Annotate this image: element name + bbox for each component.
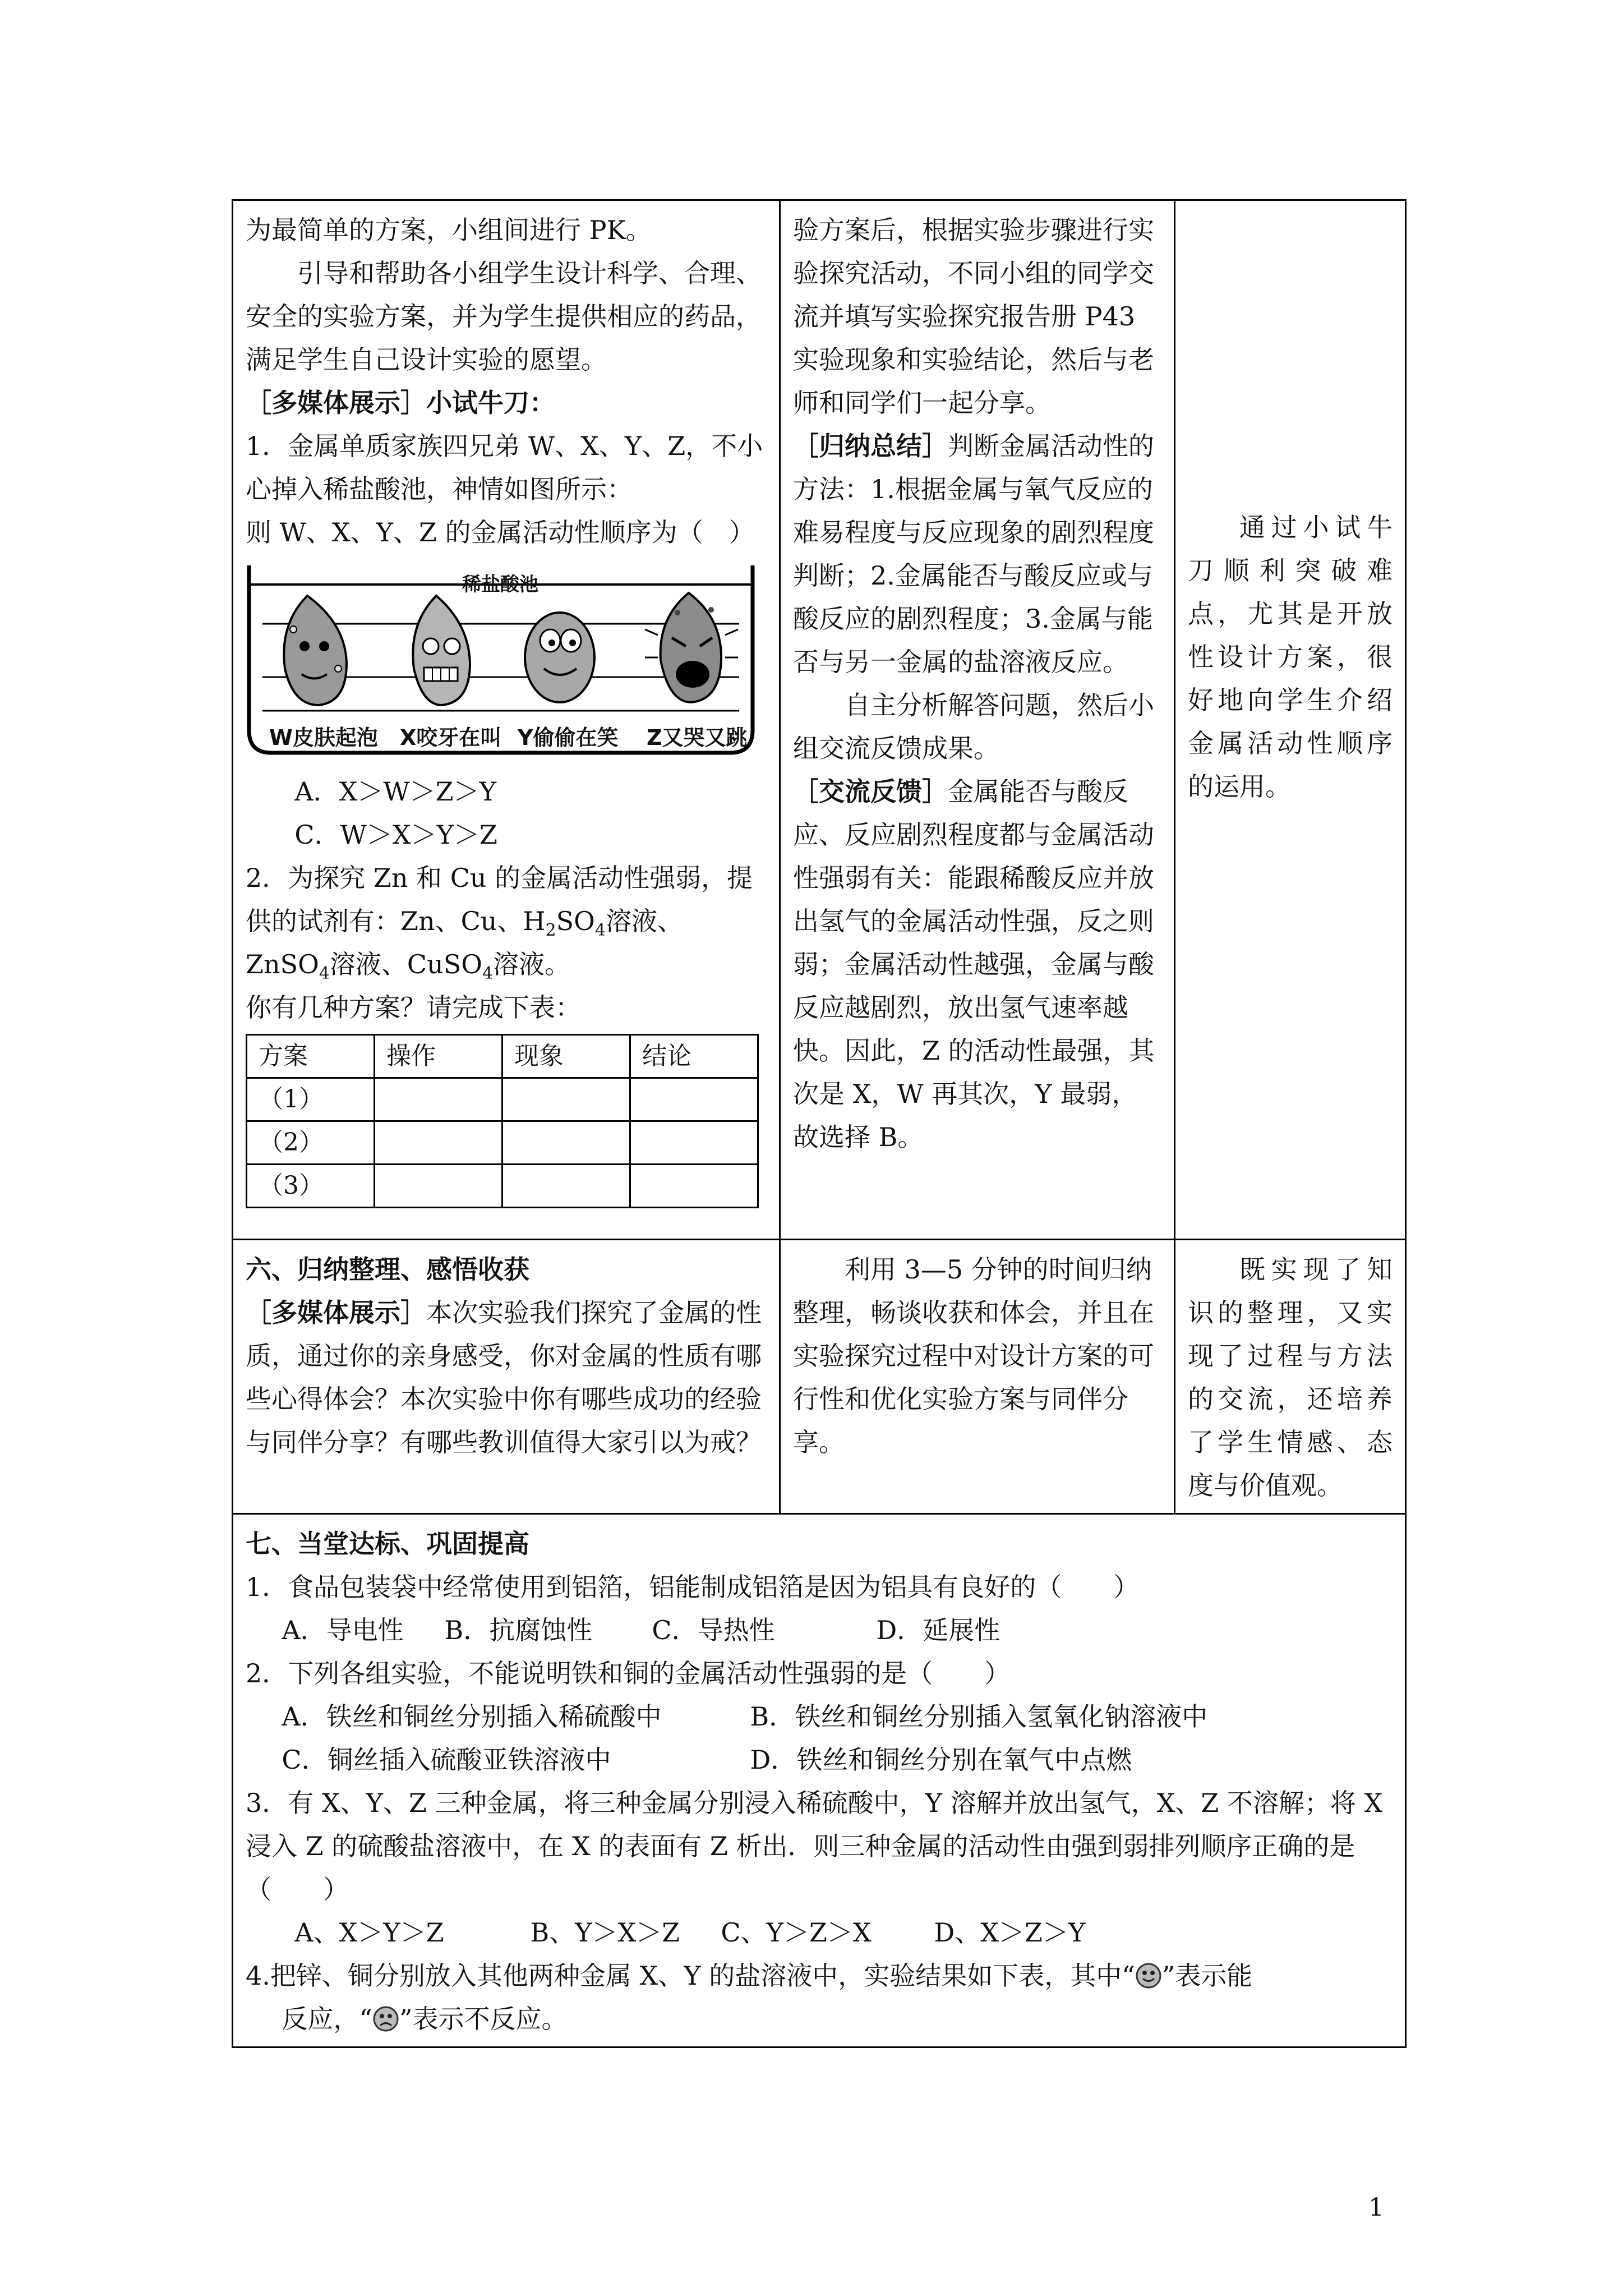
paragraph: 自主分析解答问题，然后小组交流反馈成果。 (793, 690, 1154, 763)
table-row (247, 1121, 758, 1165)
feedback-paragraph: ［交流反馈］金属能否与酸反应、反应剧烈程度都与金属活动性强弱有关：能跟稀酸反应并放出氢气的金属活动性强，反之则弱；金属活动性越强，金属与酸反应越剧烈，放出氢气速率越快。因此，Z 的活动性最强，其次是 X，W 再其次，Y 最弱，故选择 B。 (793, 776, 1155, 1152)
student-activity-cell (780, 200, 1175, 1240)
section-heading: 七、当堂达标、巩固提高 (246, 1529, 529, 1559)
paragraph: 利用 3—5 分钟的时间归纳整理，畅谈收获和体会，并且在实验探究过程中对设计方案的可行性和优化实验方案与同伴分享。 (793, 1254, 1154, 1457)
header-cell: 结论 (630, 1035, 758, 1078)
smile-face-icon (1135, 1962, 1162, 1989)
exercise-q4-cont: 反应，“ ”表示不反应。 (282, 2004, 568, 2034)
header-cell: 方案 (247, 1035, 375, 1078)
design-intent-text: 通过小试牛刀顺利突破难点，尤其是开放性设计方案，很好地向学生介绍金属活动性顺序的运用。 (1188, 512, 1393, 802)
student-activity-cell (780, 1240, 1175, 1514)
blank-cell[interactable] (375, 1078, 502, 1121)
design-intent-text: 既实现了知识的整理，又实现了过程与方法的交流，还培养了学生情感、态度与价值观。 (1188, 1254, 1393, 1501)
lesson-plan-table (232, 199, 1407, 2048)
teacher-activity-cell (233, 1240, 780, 1514)
media-label: ［多媒体展示］小试牛刀： (246, 388, 555, 418)
design-intent-cell (1175, 1240, 1406, 1514)
blank-cell[interactable] (630, 1165, 758, 1208)
scheme-table-header (247, 1035, 758, 1078)
table-row (247, 1078, 758, 1121)
lesson-row-summary (233, 1240, 1406, 1514)
exercise-q2: 2．下列各组实验，不能说明铁和铜的金属活动性强弱的是（ ） (246, 1658, 1011, 1688)
paragraph: 引导和帮助各小组学生设计科学、合理、安全的实验方案，并为学生提供相应的药品，满足学生自己设计实验的愿望。 (246, 258, 762, 375)
paragraph: 验方案后，根据实验步骤进行实验探究活动，不同小组的同学交流并填写实验探究报告册 P43 实验现象和实验结论，然后与老师和同学们一起分享。 (793, 215, 1154, 418)
page-number: 1 (1368, 2193, 1384, 2222)
blank-cell[interactable] (630, 1121, 758, 1165)
blank-cell[interactable] (502, 1078, 630, 1121)
row-label: （1） (247, 1078, 375, 1121)
exercise-q2-options: C．铜丝插入硫酸亚铁溶液中 D．铁丝和铜丝分别在氧气中点燃 (282, 1745, 1132, 1775)
question-1-ask: 则 W、X、Y、Z 的金属活动性顺序为（ ） (246, 517, 755, 547)
blank-cell[interactable] (502, 1121, 630, 1165)
media-label: ［多媒体展示］ (246, 1297, 426, 1328)
question-2: 2．为探究 Zn 和 Cu 的金属活动性强弱，提供的试剂有：Zn、Cu、$H_2SO_4$溶液、ZnSO$_4$溶液、CuSO$_4$溶液。 (246, 863, 753, 984)
pool-title: 稀盐酸池 (462, 573, 538, 596)
metal-y-character (525, 613, 594, 702)
metal-x-character (413, 596, 470, 705)
metal-z-character (645, 593, 738, 702)
option-c: C．W＞X＞Y＞Z (294, 820, 497, 850)
exercise-q3: 3．有 X、Y、Z 三种金属，将三种金属分别浸入稀硫酸中，Y 溶解并放出氢气，X、Z 不溶解；将 X 浸入 Z 的硫酸盐溶液中，在 X 的表面有 Z 析出．则三种金属的活动性由强到弱排列顺序正确的是（ ） (246, 1788, 1383, 1904)
metal-w-character (284, 596, 347, 705)
section-heading: 六、归纳整理、感悟收获 (246, 1254, 529, 1285)
label-w: W皮肤起泡 (269, 725, 378, 750)
question-2-prompt: 你有几种方案？请完成下表： (246, 992, 581, 1023)
exercise-q1: 1．食品包装袋中经常使用到铝箔，铝能制成铝箔是因为铝具有良好的（ ） (246, 1572, 1140, 1602)
blank-cell[interactable] (502, 1165, 630, 1208)
option-a: A．X＞W＞Z＞Y (294, 776, 496, 807)
exercise-q4: 4.把锌、铜分别放入其他两种金属 X、Y 的盐溶液中，实验结果如下表，其中“ ”表示能 (246, 1961, 1253, 1991)
row-label: （2） (247, 1121, 375, 1165)
teacher-activity-cell (233, 200, 780, 1240)
paragraph: ［多媒体展示］本次实验我们探究了金属的性质，通过你的亲身感受，你对金属的性质有哪些心得体会？本次实验中你有哪些成功的经验与同伴分享？有哪些教训值得大家引以为戒？ (246, 1297, 762, 1457)
header-cell: 现象 (502, 1035, 630, 1078)
blank-cell[interactable] (375, 1121, 502, 1165)
exercise-q1-options: A．导电性 B．抗腐蚀性 C．导热性 D．延展性 (282, 1615, 1000, 1645)
summary-paragraph: ［归纳总结］判断金属活动性的方法：1.根据金属与氧气反应的难易程度与反应现象的剧烈程度判断；2.金属能否与酸反应或与酸反应的剧烈程度；3.金属与能否与另一金属的盐溶液反应。 (793, 431, 1154, 677)
header-cell: 操作 (375, 1035, 502, 1078)
exercise-q3-options: A、X＞Y＞Z B、Y＞X＞Z C、Y＞Z＞X D、X＞Z＞Y (294, 1917, 1086, 1948)
lesson-row-activity (233, 200, 1406, 1240)
label-y: Y偷偷在笑 (518, 725, 619, 750)
paragraph: 为最简单的方案，小组间进行 PK。 (246, 215, 652, 245)
question-1: 1．金属单质家族四兄弟 W、X、Y、Z，不小心掉入稀盐酸池，神情如图所示： (246, 431, 763, 504)
blank-cell[interactable] (630, 1078, 758, 1121)
label-z: Z又哭又跳 (647, 725, 748, 750)
label-x: X咬牙在叫 (400, 725, 502, 750)
lesson-row-exercise (233, 1514, 1406, 2047)
design-intent-cell (1175, 200, 1406, 1240)
blank-cell[interactable] (375, 1165, 502, 1208)
table-row (247, 1165, 758, 1208)
exercise-q2-options: A．铁丝和铜丝分别插入稀硫酸中 B．铁丝和铜丝分别插入氢氧化钠溶液中 (282, 1701, 1208, 1732)
exercise-cell (233, 1514, 1406, 2047)
row-label: （3） (247, 1165, 375, 1208)
acid-pool-figure (246, 562, 756, 761)
feedback-label: ［交流反馈］ (793, 776, 948, 807)
scheme-table (246, 1034, 759, 1208)
summary-label: ［归纳总结］ (793, 431, 948, 461)
sad-face-icon (372, 2005, 399, 2032)
